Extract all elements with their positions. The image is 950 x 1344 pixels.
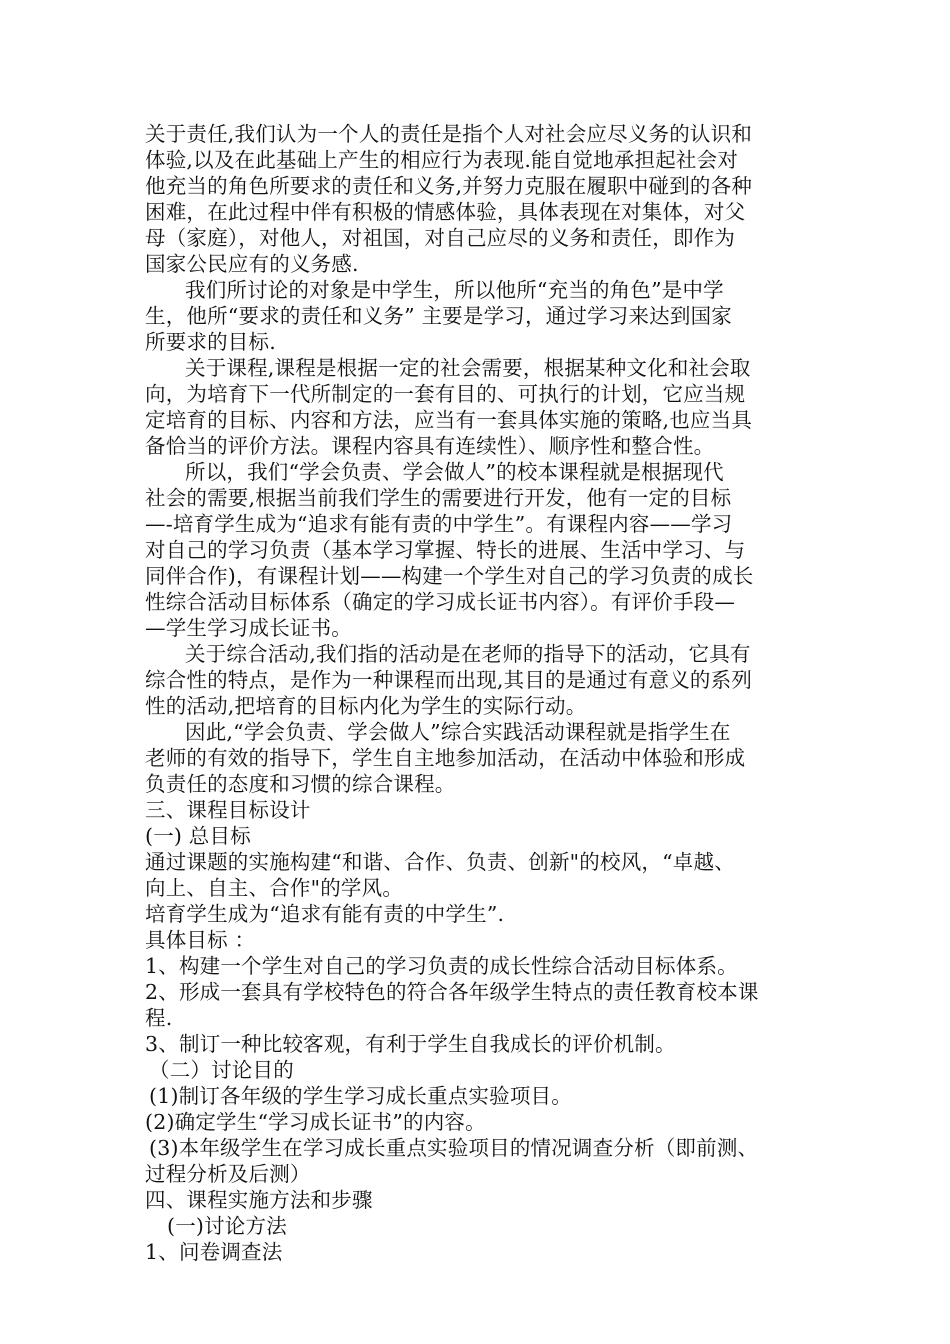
text-line: 困难，在此过程中伴有积极的情感体验，具体表现在对集体，对父 — [145, 200, 746, 224]
text-line: 母（家庭），对他人，对祖国，对自己应尽的义务和责任，即作为 — [145, 226, 736, 250]
text-line: 对自己的学习负责（基本学习掌握、特长的进展、生活中学习、与 — [145, 538, 746, 562]
text-line: 社会的需要,根据当前我们学生的需要进行开发，他有一定的目标 — [145, 486, 732, 510]
text-line: 备恰当的评价方法。课程内容具有连续性）、顺序性和整合性。 — [145, 434, 715, 458]
text-line: 他充当的角色所要求的责任和义务,并努力克服在履职中碰到的各种 — [145, 174, 753, 198]
subsection-heading: （二）讨论目的 — [149, 1058, 294, 1082]
text-line: 所以，我们“学会负责、学会做人”的校本课程就是根据现代 — [185, 460, 724, 484]
text-line: 性的活动,把培育的目标内化为学生的实际行动。 — [145, 694, 587, 718]
text-line: 关于责任,我们认为一个人的责任是指个人对社会应尽义务的认识和 — [145, 122, 753, 146]
text-line: 关于课程,课程是根据一定的社会需要，根据某种文化和社会取 — [185, 356, 751, 380]
text-line: 老师的有效的指导下，学生自主地参加活动，在活动中体验和形成 — [145, 746, 746, 770]
text-line: 程. — [145, 1006, 173, 1030]
text-line: 我们所讨论的对象是中学生，所以他所“充当的角色”是中学 — [185, 278, 724, 302]
section-heading: 四、课程实施方法和步骤 — [145, 1188, 373, 1212]
text-line: —学生学习成长证书。 — [145, 616, 352, 640]
text-line: 所要求的目标. — [145, 330, 276, 354]
list-item: 3、制订一种比较客观，有利于学生自我成长的评价机制。 — [145, 1032, 676, 1056]
text-line: 向上、自主、合作"的学风。 — [145, 876, 404, 900]
text-line: 通过课题的实施构建“和谐、合作、负责、创新"的校风，“卓越、 — [145, 850, 735, 874]
list-item: 2、形成一套具有学校特色的符合各年级学生特点的责任教育校本课 — [145, 980, 759, 1004]
text-line: 综合性的特点，是作为一种课程而出现,其目的是通过有意义的系列 — [145, 668, 753, 692]
text-line: 同伴合作)，有课程计划——构建一个学生对自己的学习负责的成长 — [145, 564, 754, 588]
text-line: 性综合活动目标体系（确定的学习成长证书内容）。有评价手段— — [145, 590, 736, 614]
section-heading: 三、课程目标设计 — [145, 798, 311, 822]
text-line: —-培育学生成为“追求有能有责的中学生”。有课程内容——学习 — [145, 512, 733, 536]
text-line: 定培育的目标、内容和方法，应当有一套具体实施的策略,也应当具 — [145, 408, 753, 432]
list-item: (2)确定学生“学习成长证书”的内容。 — [145, 1110, 486, 1134]
list-item: (3)本年级学生在学习成长重点实验项目的情况调查分析（即前测、 — [149, 1136, 759, 1160]
text-line: 因此,“学会负责、学会做人”综合实践活动课程就是指学生在 — [185, 720, 731, 744]
text-line: 国家公民应有的义务感. — [145, 252, 359, 276]
subsection-heading: (一) 总目标 — [145, 824, 251, 848]
text-line: 具体目标 ： — [145, 928, 256, 952]
text-line: 负责任的态度和习惯的综合课程。 — [145, 772, 456, 796]
text-line: 过程分析及后测） — [145, 1162, 311, 1186]
text-line: 向，为培育下一代所制定的一套有目的、可执行的计划，它应当规 — [145, 382, 746, 406]
text-line: 培育学生成为“追求有能有责的中学生”. — [145, 902, 505, 926]
text-line: 关于综合活动,我们指的活动是在老师的指导下的活动，它具有 — [185, 642, 751, 666]
document-body — [145, 121, 825, 1265]
text-line: 生，他所“要求的责任和义务” 主要是学习，通过学习来达到国家 — [145, 304, 732, 328]
list-item: 1、问卷调查法 — [145, 1240, 283, 1264]
text-line: 体验,以及在此基础上产生的相应行为表现.能自觉地承担起社会对 — [145, 148, 739, 172]
list-item: 1、构建一个学生对自己的学习负责的成长性综合活动目标体系。 — [145, 954, 738, 978]
list-item: (1)制订各年级的学生学习成长重点实验项目。 — [149, 1084, 572, 1108]
subsection-heading: (一)讨论方法 — [167, 1214, 287, 1238]
